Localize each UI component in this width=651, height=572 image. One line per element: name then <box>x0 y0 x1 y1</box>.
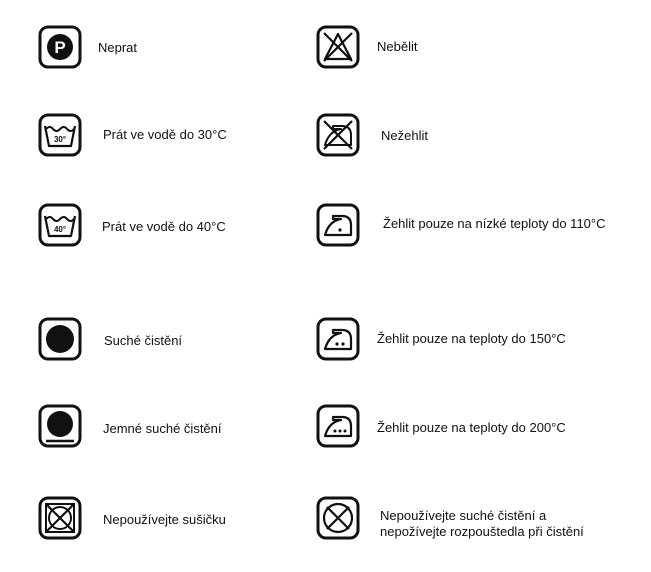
care-label: Nežehlit <box>381 128 428 143</box>
care-label: Žehlit pouze na nízké teploty do 110°C <box>383 216 606 231</box>
dry-clean-icon <box>38 317 82 361</box>
no-bleach-icon <box>316 25 360 69</box>
care-label: Prát ve vodě do 30°C <box>103 127 227 142</box>
gentle-dry-clean-icon <box>38 404 82 448</box>
care-label: Žehlit pouze na teploty do 200°C <box>377 420 566 435</box>
iron-low-icon <box>316 203 360 247</box>
no-dry-clean-icon <box>316 496 360 540</box>
care-label: Prát ve vodě do 40°C <box>102 219 226 234</box>
care-label: Nebělit <box>377 39 418 54</box>
care-label: Suché čistění <box>104 333 183 348</box>
no-iron-icon <box>316 113 360 157</box>
wash-40-icon <box>38 203 82 247</box>
no-wash-icon <box>38 25 82 69</box>
care-label: Jemné suché čistění <box>103 421 222 436</box>
iron-medium-icon <box>316 317 360 361</box>
care-label: Nepoužívejte sušičku <box>103 512 226 527</box>
wash-30-icon <box>38 113 82 157</box>
svg-text:P: P <box>54 38 66 57</box>
care-label: Žehlit pouze na teploty do 150°C <box>377 331 566 346</box>
care-label-line-1: Nepoužívejte suché čistění a <box>380 508 547 523</box>
no-tumble-dry-icon <box>38 496 82 540</box>
iron-high-icon <box>316 404 360 448</box>
wash-temp-label: 40° <box>53 225 67 234</box>
care-label: Neprat <box>98 40 138 55</box>
care-label-line-2: nepožívejte rozpouštedla při čistění <box>380 524 584 539</box>
wash-temp-label: 30° <box>53 135 67 144</box>
